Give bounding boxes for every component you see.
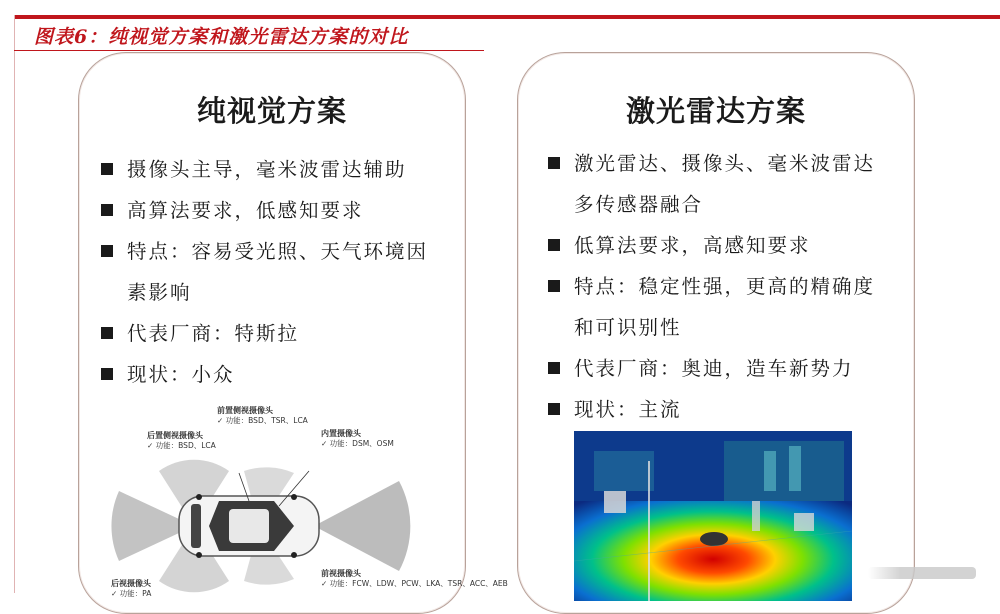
list-item: 摄像头主导，毫米波雷达辅助: [101, 149, 455, 190]
rear-side-camera-label: 后置侧视摄像头 ✓ 功能：BSD、LCA: [147, 431, 216, 450]
watermark-blur: [868, 567, 976, 579]
page-title: 图表6：纯视觉方案和激光雷达方案的对比: [34, 26, 409, 48]
list-item: 现状：主流: [548, 389, 904, 430]
header-rule: [14, 15, 1000, 19]
title-underline: [14, 50, 484, 51]
front-side-camera-label: 前置侧视摄像头 ✓ 功能：BSD、TSR、LCA: [217, 406, 308, 425]
vision-scheme-panel: [78, 52, 508, 614]
vision-scheme-list: [101, 149, 455, 395]
list-item: 代表厂商：奥迪，造车新势力: [548, 348, 904, 389]
rear-camera-label: 后视摄像头 ✓ 功能：PA: [111, 579, 152, 598]
list-item: 激光雷达、摄像头、毫米波雷达 多传感器融合: [548, 143, 904, 225]
camera-layout-diagram: [99, 401, 508, 601]
list-item: 现状：小众: [101, 354, 455, 395]
lidar-point-cloud-image: [574, 431, 852, 601]
interior-camera-label: 内置摄像头 ✓ 功能：DSM、OSM: [321, 429, 394, 448]
vision-scheme-title: 纯视觉方案: [196, 94, 347, 128]
lidar-scheme-title: 激光雷达方案: [625, 94, 806, 128]
list-item: 低算法要求，高感知要求: [548, 225, 904, 266]
lidar-scene-illustration: [574, 431, 852, 601]
list-item: 代表厂商：特斯拉: [101, 313, 455, 354]
lidar-scheme-panel: [517, 52, 915, 614]
list-item: 特点：容易受光照、天气环境因 素影响: [101, 231, 455, 313]
front-camera-label: 前视摄像头 ✓ 功能：FCW、LDW、PCW、LKA、TSR、ACC、AEB: [321, 569, 508, 588]
lidar-scheme-list: [548, 143, 904, 430]
left-rule: [14, 15, 15, 593]
list-item: 特点：稳定性强，更高的精确度 和可识别性: [548, 266, 904, 348]
list-item: 高算法要求，低感知要求: [101, 190, 455, 231]
